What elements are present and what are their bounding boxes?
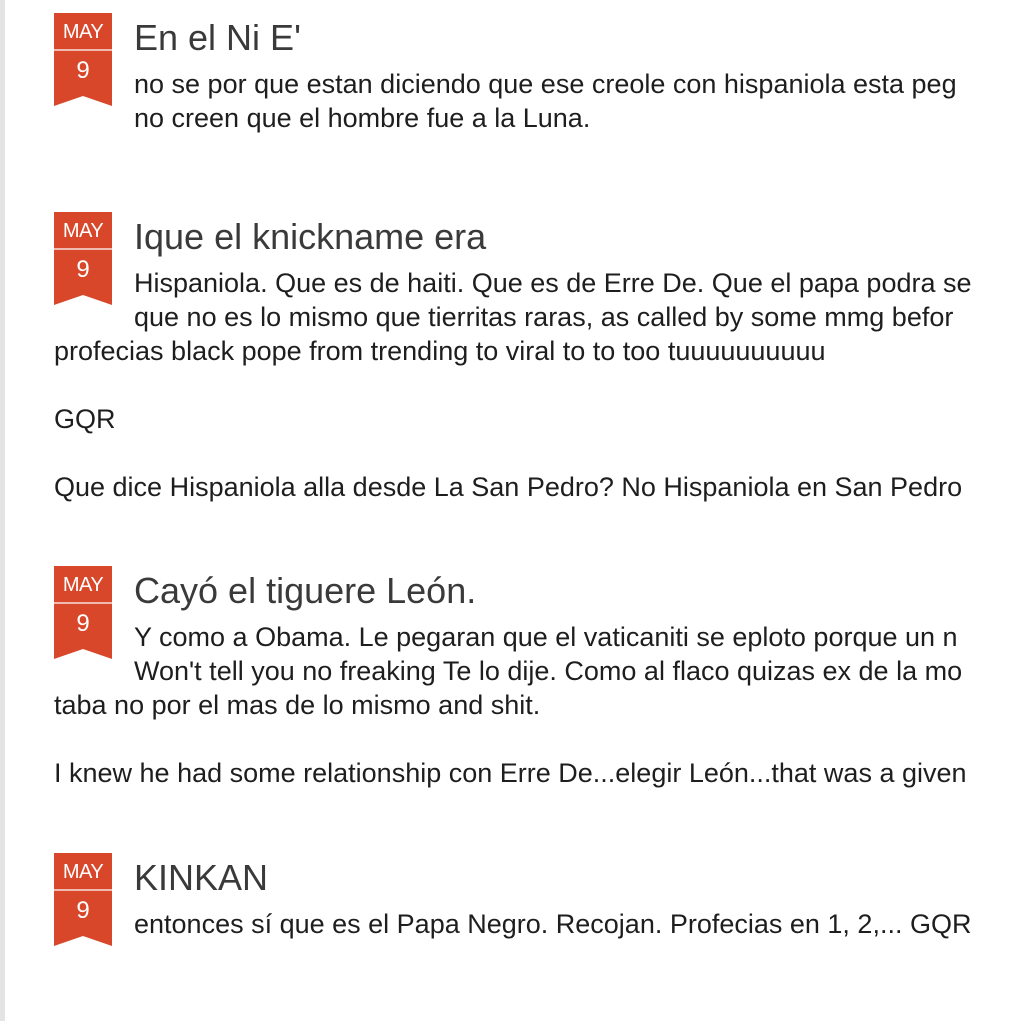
post-text-line: taba no por el mas de lo mismo and shit. (54, 690, 541, 720)
post-body (54, 266, 1016, 504)
post-body (54, 67, 1016, 135)
post-text-line: I knew he had some relationship con Erre De...elegir León...that was a given (54, 758, 967, 788)
badge-day: 9 (76, 897, 90, 924)
post-title[interactable]: Ique el knickname era (134, 216, 487, 257)
post-text-line: Hispaniola. Que es de haiti. Que es de Erre De. Que el papa podra se (134, 268, 972, 298)
post-text-line: que no es lo mismo que tierritas raras, as called by some mmg befor (134, 302, 954, 332)
badge-month: MAY (62, 861, 104, 883)
post-text-line: Que dice Hispaniola alla desde La San Pedro? No Hispaniola en San Pedro (54, 472, 963, 502)
badge-month: MAY (62, 21, 104, 43)
badge-day: 9 (76, 256, 90, 283)
post-body (54, 907, 1016, 941)
post-text-line: no creen que el hombre fue a la Luna. (134, 103, 591, 133)
post-title[interactable]: En el Ni E' (134, 17, 301, 58)
post-title[interactable]: KINKAN (134, 857, 269, 898)
badge-month: MAY (62, 220, 104, 242)
badge-day: 9 (76, 610, 90, 637)
page-left-border (0, 0, 5, 1021)
post-text-line: Won't tell you no freaking Te lo dije. Como al flaco quizas ex de la mo (134, 656, 963, 686)
badge-day: 9 (76, 57, 90, 84)
post-text-line: Y como a Obama. Le pegaran que el vaticaniti se eploto porque un n (134, 622, 958, 652)
badge-month: MAY (62, 574, 104, 596)
post-text-line: profecias black pope from trending to viral to to too tuuuuuuuuuu (54, 336, 826, 366)
post-body (54, 620, 1016, 790)
post-signature: GQR (54, 404, 116, 434)
post-title[interactable]: Cayó el tiguere León. (134, 570, 477, 611)
post-text-line: entonces sí que es el Papa Negro. Recojan. Profecias en 1, 2,... GQR (134, 909, 972, 939)
post-text-line: no se por que estan diciendo que ese creole con hispaniola esta peg (134, 69, 957, 99)
